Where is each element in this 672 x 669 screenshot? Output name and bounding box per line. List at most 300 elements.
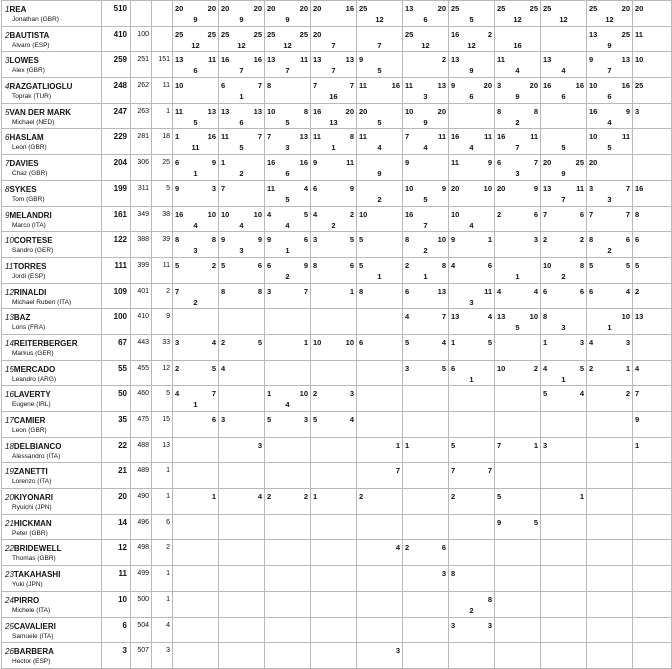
points-cell (102, 643, 131, 669)
round-cell (449, 283, 495, 309)
race-1-score: 16 (497, 132, 506, 142)
round-cell (311, 386, 357, 412)
round-cell (633, 206, 672, 232)
race-2-score: 16 (345, 4, 354, 13)
round-cell (587, 617, 633, 643)
race-1-score: 25 (451, 4, 460, 13)
race-1-score: 10 (313, 337, 322, 347)
round-cell (633, 78, 672, 104)
gap-to-previous: 11 (162, 82, 170, 90)
round-cell (173, 412, 219, 438)
race-1-score: 7 (313, 81, 318, 91)
gap-to-previous: 13 (162, 441, 170, 449)
round-cell (587, 437, 633, 463)
round-cell (173, 437, 219, 463)
position: 20 (5, 493, 14, 503)
round-cell (495, 129, 541, 155)
points-value: 50 (118, 389, 127, 399)
round-cell (587, 514, 633, 540)
race-1-score: 13 (543, 183, 552, 193)
race-1-score: 9 (497, 517, 502, 527)
race-1-score: 8 (221, 286, 226, 296)
race-2-score: 10 (299, 389, 308, 399)
round-cell (219, 386, 265, 412)
rider-line (2, 286, 101, 298)
round-cell (219, 540, 265, 566)
round-cell (495, 309, 541, 335)
position: 15 (5, 364, 14, 374)
round-cell (449, 617, 495, 643)
race-2-score: 7 (441, 312, 446, 322)
round-cell (403, 155, 449, 181)
superpole-race-score: 1 (331, 143, 336, 153)
round-cell (541, 412, 587, 438)
gap-to-previous: 39 (162, 236, 170, 244)
race-2-score: 10 (621, 312, 630, 322)
superpole-race-score: 1 (377, 271, 382, 281)
round-cell (495, 360, 541, 386)
superpole-race-score: 9 (193, 15, 198, 24)
round-cell (495, 489, 541, 515)
rider-first-name-nation: Markus (GER) (12, 349, 54, 357)
superpole-race-score: 4 (423, 143, 428, 153)
race-1-score: 20 (359, 106, 368, 116)
superpole-race-score: 7 (561, 194, 566, 204)
round-cell (173, 180, 219, 206)
race-1-score: 20 (543, 158, 552, 168)
table-row (2, 78, 672, 104)
race-2-score: 20 (437, 4, 446, 13)
superpole-race-score: 1 (561, 374, 566, 384)
race-1-score: 3 (313, 235, 318, 245)
rider-cell (2, 155, 102, 181)
race-1-score: 25 (175, 29, 184, 39)
superpole-race-score: 2 (285, 271, 290, 281)
round-cell (449, 52, 495, 78)
points-cell (102, 232, 131, 258)
position: 6 (5, 133, 10, 143)
race-2-score: 5 (303, 209, 308, 219)
round-cell (173, 232, 219, 258)
round-cell (357, 617, 403, 643)
race-2-score: 2 (349, 209, 354, 219)
round-cell (357, 232, 403, 258)
round-cell (357, 52, 403, 78)
points-cell (102, 386, 131, 412)
race-2-score: 20 (529, 81, 538, 91)
superpole-race-score: 4 (285, 400, 290, 410)
round-cell (357, 643, 403, 669)
superpole-race-score: 12 (191, 40, 200, 50)
round-cell (403, 78, 449, 104)
round-cell (587, 232, 633, 258)
gap-to-previous: 18 (162, 133, 170, 141)
race-2-score: 9 (211, 158, 216, 168)
position: 13 (5, 313, 14, 323)
rider-name: REA (9, 5, 27, 14)
rider-first-name-nation: Samuele (ITA) (12, 632, 54, 640)
rider-line (2, 234, 101, 246)
gap-to-previous: 4 (166, 621, 170, 629)
round-cell (265, 386, 311, 412)
rider-cell (2, 566, 102, 592)
race-1-score: 4 (221, 363, 226, 373)
race-1-score: 9 (405, 158, 410, 168)
round-cell (587, 1, 633, 27)
round-cell (357, 1, 403, 27)
race-1-score: 10 (589, 132, 598, 142)
position: 14 (5, 338, 14, 348)
round-cell (449, 155, 495, 181)
race-2-score: 20 (299, 4, 308, 13)
round-cell (265, 283, 311, 309)
gap-to-previous-cell (152, 129, 173, 155)
table-row (2, 206, 672, 232)
superpole-race-score: 5 (515, 323, 520, 333)
points-cell (102, 617, 131, 643)
superpole-race-score: 3 (239, 246, 244, 256)
points-cell (102, 489, 131, 515)
race-2-score: 1 (395, 440, 400, 450)
race-1-score: 7 (267, 132, 272, 142)
race-2-score: 8 (257, 286, 262, 296)
round-cell (541, 78, 587, 104)
round-cell (311, 103, 357, 129)
race-2-score: 10 (345, 337, 354, 347)
race-1-score: 7 (451, 466, 456, 476)
table-row (2, 489, 672, 515)
race-2-score: 20 (207, 4, 216, 13)
points-value: 510 (113, 4, 127, 13)
superpole-race-score: 2 (607, 246, 612, 256)
rider-name: BARBERA (13, 647, 54, 657)
race-2-score: 13 (621, 55, 630, 65)
race-2-score: 8 (211, 235, 216, 245)
round-cell (357, 155, 403, 181)
points-cell (102, 463, 131, 489)
gap-to-previous-cell (152, 386, 173, 412)
superpole-race-score: 3 (515, 169, 520, 179)
table-row (2, 617, 672, 643)
superpole-race-score: 2 (561, 271, 566, 281)
round-cell (219, 617, 265, 643)
superpole-race-score: 9 (469, 66, 474, 76)
gap-to-previous-cell (152, 180, 173, 206)
race-2-score: 8 (579, 260, 584, 270)
points-cell (102, 180, 131, 206)
race-1-score: 6 (543, 286, 548, 296)
race-1-score: 1 (635, 440, 640, 450)
gap-to-leader: 496 (137, 518, 149, 526)
race-1-score: 13 (451, 312, 460, 322)
race-1-score: 3 (543, 440, 548, 450)
race-1-score: 8 (313, 260, 318, 270)
round-cell (173, 566, 219, 592)
position: 11 (5, 261, 14, 271)
race-2-score: 4 (441, 337, 446, 347)
round-cell (541, 26, 587, 52)
gap-to-leader: 488 (137, 441, 149, 449)
round-cell (587, 206, 633, 232)
table-row (2, 52, 672, 78)
race-2-score: 10 (437, 235, 446, 245)
round-cell (173, 78, 219, 104)
table-row (2, 566, 672, 592)
rider-name: CORTESE (13, 236, 53, 246)
round-cell (633, 26, 672, 52)
rider-name: CAMIER (13, 416, 46, 425)
round-cell (219, 180, 265, 206)
round-cell (265, 155, 311, 181)
round-cell (495, 180, 541, 206)
points-value: 12 (118, 543, 127, 553)
standings-body (2, 1, 672, 669)
race-2-score: 3 (349, 389, 354, 399)
superpole-race-score: 4 (515, 66, 520, 76)
rider-name: TORRES (13, 261, 47, 271)
race-1-score: 13 (635, 312, 644, 322)
round-cell (633, 1, 672, 27)
race-2-score: 6 (533, 209, 538, 219)
round-cell (449, 103, 495, 129)
gap-to-previous-cell (152, 155, 173, 181)
race-1-score: 6 (635, 235, 640, 245)
race-2-score: 10 (207, 209, 216, 219)
round-cell (587, 155, 633, 181)
race-1-score: 11 (175, 106, 183, 116)
round-cell (265, 360, 311, 386)
race-1-score: 20 (267, 4, 276, 13)
rider-cell (2, 206, 102, 232)
round-cell (265, 78, 311, 104)
superpole-race-score: 5 (377, 117, 382, 127)
round-cell (357, 566, 403, 592)
gap-to-leader-cell (131, 232, 152, 258)
round-cell (449, 334, 495, 360)
race-1-score: 11 (359, 132, 367, 142)
round-cell (219, 463, 265, 489)
round-cell (633, 540, 672, 566)
round-cell (449, 643, 495, 669)
race-1-score: 10 (267, 106, 276, 116)
race-1-score: 25 (497, 4, 506, 13)
round-cell (173, 617, 219, 643)
rider-line (2, 337, 101, 349)
points-cell (102, 52, 131, 78)
rider-first-name-nation: Eugene (IRL) (12, 401, 51, 409)
round-cell (587, 283, 633, 309)
standings-table (1, 0, 672, 669)
rider-line (2, 517, 101, 529)
gap-to-previous: 1 (166, 493, 170, 501)
superpole-race-score: 7 (285, 66, 290, 76)
race-1-score: 9 (451, 235, 456, 245)
round-cell (357, 180, 403, 206)
race-2-score: 6 (487, 260, 492, 270)
superpole-race-score: 11 (191, 143, 200, 153)
rider-line (2, 620, 101, 632)
gap-to-previous: 2 (166, 287, 170, 295)
round-cell (541, 540, 587, 566)
round-cell (173, 540, 219, 566)
round-cell (403, 283, 449, 309)
race-2-score: 7 (303, 286, 308, 296)
rider-cell (2, 78, 102, 104)
round-cell (449, 386, 495, 412)
gap-to-leader: 401 (137, 287, 149, 295)
round-cell (495, 334, 541, 360)
round-cell (449, 257, 495, 283)
table-row (2, 360, 672, 386)
rider-name: DELBIANCO (13, 441, 62, 451)
round-cell (495, 78, 541, 104)
gap-to-leader-cell (131, 591, 152, 617)
gap-to-leader-cell (131, 617, 152, 643)
round-cell (633, 566, 672, 592)
points-cell (102, 283, 131, 309)
round-cell (587, 180, 633, 206)
rider-name: REITERBERGER (13, 338, 78, 348)
superpole-race-score: 12 (605, 15, 614, 24)
race-1-score: 5 (635, 260, 640, 270)
position: 1 (5, 5, 10, 14)
race-1-score: 11 (405, 81, 413, 91)
round-cell (633, 180, 672, 206)
race-1-score: 3 (267, 286, 272, 296)
rider-first-name-nation: Chaz (GBR) (12, 170, 48, 178)
round-cell (219, 52, 265, 78)
superpole-race-score: 16 (329, 92, 338, 102)
race-2-score: 3 (303, 415, 308, 424)
rider-name: HICKMAN (13, 518, 52, 528)
race-2-score: 9 (303, 260, 308, 270)
race-2-score: 5 (349, 235, 354, 245)
rider-cell (2, 26, 102, 52)
rider-name: RAZGATLIOGLU (9, 82, 73, 92)
race-2-score: 4 (349, 415, 354, 424)
race-1-score: 2 (405, 260, 410, 270)
round-cell (173, 591, 219, 617)
rider-cell (2, 412, 102, 438)
superpole-race-score: 2 (239, 169, 244, 179)
race-1-score: 6 (405, 286, 410, 296)
gap-to-previous-cell (152, 334, 173, 360)
gap-to-previous-cell (152, 489, 173, 515)
race-2-score: 20 (253, 4, 262, 13)
round-cell (587, 309, 633, 335)
gap-to-leader: 507 (137, 647, 149, 655)
points-cell (102, 334, 131, 360)
race-1-score: 16 (451, 29, 460, 39)
round-cell (495, 155, 541, 181)
round-cell (311, 129, 357, 155)
points-value: 161 (113, 209, 127, 219)
rider-cell (2, 180, 102, 206)
round-cell (219, 232, 265, 258)
superpole-race-score: 13 (329, 117, 338, 127)
round-cell (219, 257, 265, 283)
round-cell (311, 514, 357, 540)
table-row (2, 129, 672, 155)
rider-line (2, 260, 101, 272)
gap-to-previous: 6 (166, 518, 170, 526)
superpole-race-score: 4 (239, 220, 244, 230)
round-cell (495, 52, 541, 78)
rider-first-name-nation: Michael (NED) (12, 118, 55, 126)
round-cell (265, 232, 311, 258)
round-cell (403, 1, 449, 27)
superpole-race-score: 5 (193, 117, 198, 127)
rider-line (2, 54, 101, 66)
round-cell (311, 489, 357, 515)
superpole-race-score: 2 (377, 194, 382, 204)
points-value: 247 (113, 106, 127, 116)
round-cell (219, 566, 265, 592)
gap-to-previous-cell (152, 257, 173, 283)
race-2-score: 25 (207, 29, 216, 39)
race-1-score: 5 (175, 260, 180, 270)
superpole-race-score: 7 (239, 66, 244, 76)
round-cell (357, 309, 403, 335)
points-value: 21 (118, 466, 127, 476)
round-cell (587, 566, 633, 592)
position: 5 (5, 107, 10, 117)
round-cell (403, 257, 449, 283)
race-1-score: 20 (589, 158, 598, 168)
race-1-score: 7 (543, 209, 548, 219)
round-cell (311, 52, 357, 78)
race-1-score: 16 (451, 132, 460, 142)
round-cell (265, 463, 311, 489)
superpole-race-score: 9 (423, 117, 428, 127)
rider-first-name-nation: Ryuichi (JPN) (12, 504, 52, 512)
table-row (2, 180, 672, 206)
race-2-score: 4 (257, 492, 262, 502)
race-1-score: 5 (543, 389, 548, 399)
table-row (2, 26, 672, 52)
rider-first-name-nation: Alex (GBR) (12, 67, 45, 75)
round-cell (587, 103, 633, 129)
race-1-score: 6 (221, 81, 226, 91)
superpole-race-score: 12 (375, 15, 384, 24)
points-value: 109 (113, 286, 127, 296)
superpole-race-score: 6 (239, 117, 244, 127)
position: 26 (5, 647, 14, 657)
round-cell (587, 489, 633, 515)
round-cell (587, 52, 633, 78)
position: 3 (5, 56, 10, 66)
round-cell (311, 360, 357, 386)
round-cell (311, 257, 357, 283)
race-1-score: 4 (543, 363, 548, 373)
gap-to-leader-cell (131, 540, 152, 566)
round-cell (587, 257, 633, 283)
race-1-score: 25 (635, 81, 644, 91)
gap-to-previous: 1 (166, 107, 170, 115)
superpole-race-score: 7 (331, 40, 336, 50)
round-cell (357, 103, 403, 129)
round-cell (173, 514, 219, 540)
gap-to-leader: 498 (137, 544, 149, 552)
race-2-score: 25 (529, 4, 538, 13)
round-cell (403, 514, 449, 540)
round-cell (265, 514, 311, 540)
round-cell (449, 78, 495, 104)
race-2-score: 6 (441, 543, 446, 553)
points-value: 410 (113, 29, 127, 39)
round-cell (265, 437, 311, 463)
round-cell (173, 129, 219, 155)
